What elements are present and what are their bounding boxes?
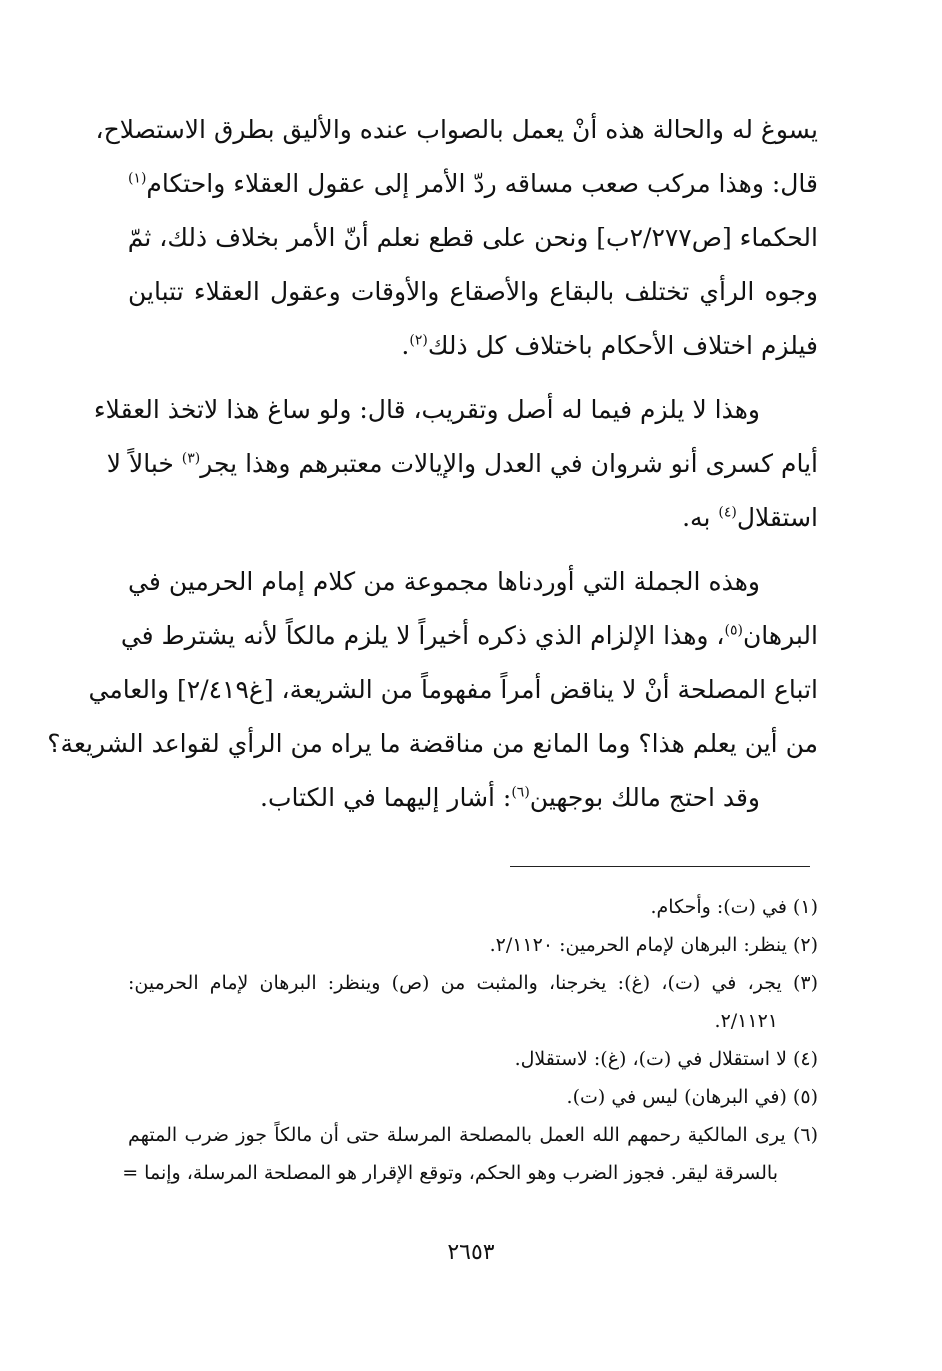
- footnote: (٥) (في البرهان) ليس في (ت).: [566, 1086, 818, 1108]
- footnote-continuation: ٢/١١٢١.: [714, 1010, 778, 1032]
- text-run: قال: وهذا مركب صعب مساقه ردّ الأمر إلى عقول العقلاء واحتكام: [146, 169, 818, 198]
- footnote-ref: (٦): [511, 784, 530, 801]
- text-line: [106, 437, 818, 491]
- text-line: [120, 609, 818, 663]
- footnote: (١) في (ت): وأحكام.: [650, 896, 818, 918]
- paragraph-gap: [128, 545, 818, 555]
- text-line: الحكماء [ص٢/٢٧٧ب] ونحن على قطع نعلم أنّ الأمر بخلاف ذلك، ثمّ: [127, 223, 818, 252]
- footnote-continuation: بالسرقة ليقر. فجوز الضرب وهو الحكم، وتوقع الإقرار هو المصلحة المرسلة، وإنما =: [122, 1162, 778, 1184]
- text-run: خبالاً لا: [106, 449, 182, 478]
- footnote-ref: (٣): [181, 450, 201, 467]
- text-run: به.: [682, 503, 719, 532]
- text-run: استقلال: [736, 503, 818, 532]
- text-line: [128, 157, 818, 211]
- text-line: يسوغ له والحالة هذه أنْ يعمل بالصواب عنده والأليق بطرق الاستصلاح،: [95, 115, 818, 144]
- text-line: من أين يعلم هذا؟ وما المانع من مناقضة ما يراه من الرأي لقواعد الشريعة؟: [47, 729, 818, 758]
- footnotes: [122, 888, 818, 1192]
- text-line: [128, 491, 818, 545]
- paragraph-gap: [128, 373, 818, 383]
- text-run: البرهان: [742, 621, 818, 650]
- footnote: (٣) يجر، في (ت)، (غ): يخرجنا، والمثبت من (ص) وينظر: البرهان لإمام الحرمين:: [128, 972, 818, 994]
- text-line: وهذه الجملة التي أوردناها مجموعة من كلام إمام الحرمين في: [128, 567, 760, 596]
- text-line: [128, 771, 818, 825]
- text-line: وجوه الرأي تختلف بالبقاع والأصقاع والأوقات وعقول العقلاء تتباين: [128, 277, 818, 306]
- text-run: أيام كسرى أنو شروان في العدل والإيالات معتبرهم وهذا يجر: [200, 449, 818, 478]
- text-run: : أشار إليهما في الكتاب.: [260, 783, 512, 812]
- footnote-ref: (١): [127, 170, 147, 187]
- footnote-ref: (٤): [718, 504, 737, 521]
- footnote: (٤) لا استقلال في (ت)، (غ): لاستقلال.: [514, 1048, 818, 1070]
- page-number: ٢٦٥٣: [447, 1240, 495, 1265]
- text-run: .: [401, 331, 410, 360]
- text-run: ، وهذا الإلزام الذي ذكره أخيراً لا يلزم مالكاً لأنه يشترط في: [120, 621, 725, 650]
- main-text: [47, 103, 818, 825]
- footnote-ref: (٥): [724, 622, 743, 639]
- footnote: (٢) ينظر: البرهان لإمام الحرمين: ٢/١١٢٠.: [489, 934, 818, 956]
- text-run: وقد احتج مالك بوجهين: [529, 783, 760, 812]
- footnote-ref: (٢): [409, 332, 428, 349]
- text-line: وهذا لا يلزم فيما له أصل وتقريب، قال: ولو ساغ هذا لاتخذ العقلاء: [93, 395, 760, 424]
- footnote-divider: [510, 866, 810, 867]
- text-run: فيلزم اختلاف الأحكام باختلاف كل ذلك: [427, 331, 818, 360]
- text-line: اتباع المصلحة أنْ لا يناقض أمراً مفهوماً من الشريعة، [غ٢/٤١٩] والعامي: [88, 675, 818, 704]
- footnote: (٦) يرى المالكية رحمهم الله العمل بالمصلحة المرسلة حتى أن مالكاً جوز ضرب المتهم: [128, 1124, 818, 1146]
- text-line: [128, 319, 818, 373]
